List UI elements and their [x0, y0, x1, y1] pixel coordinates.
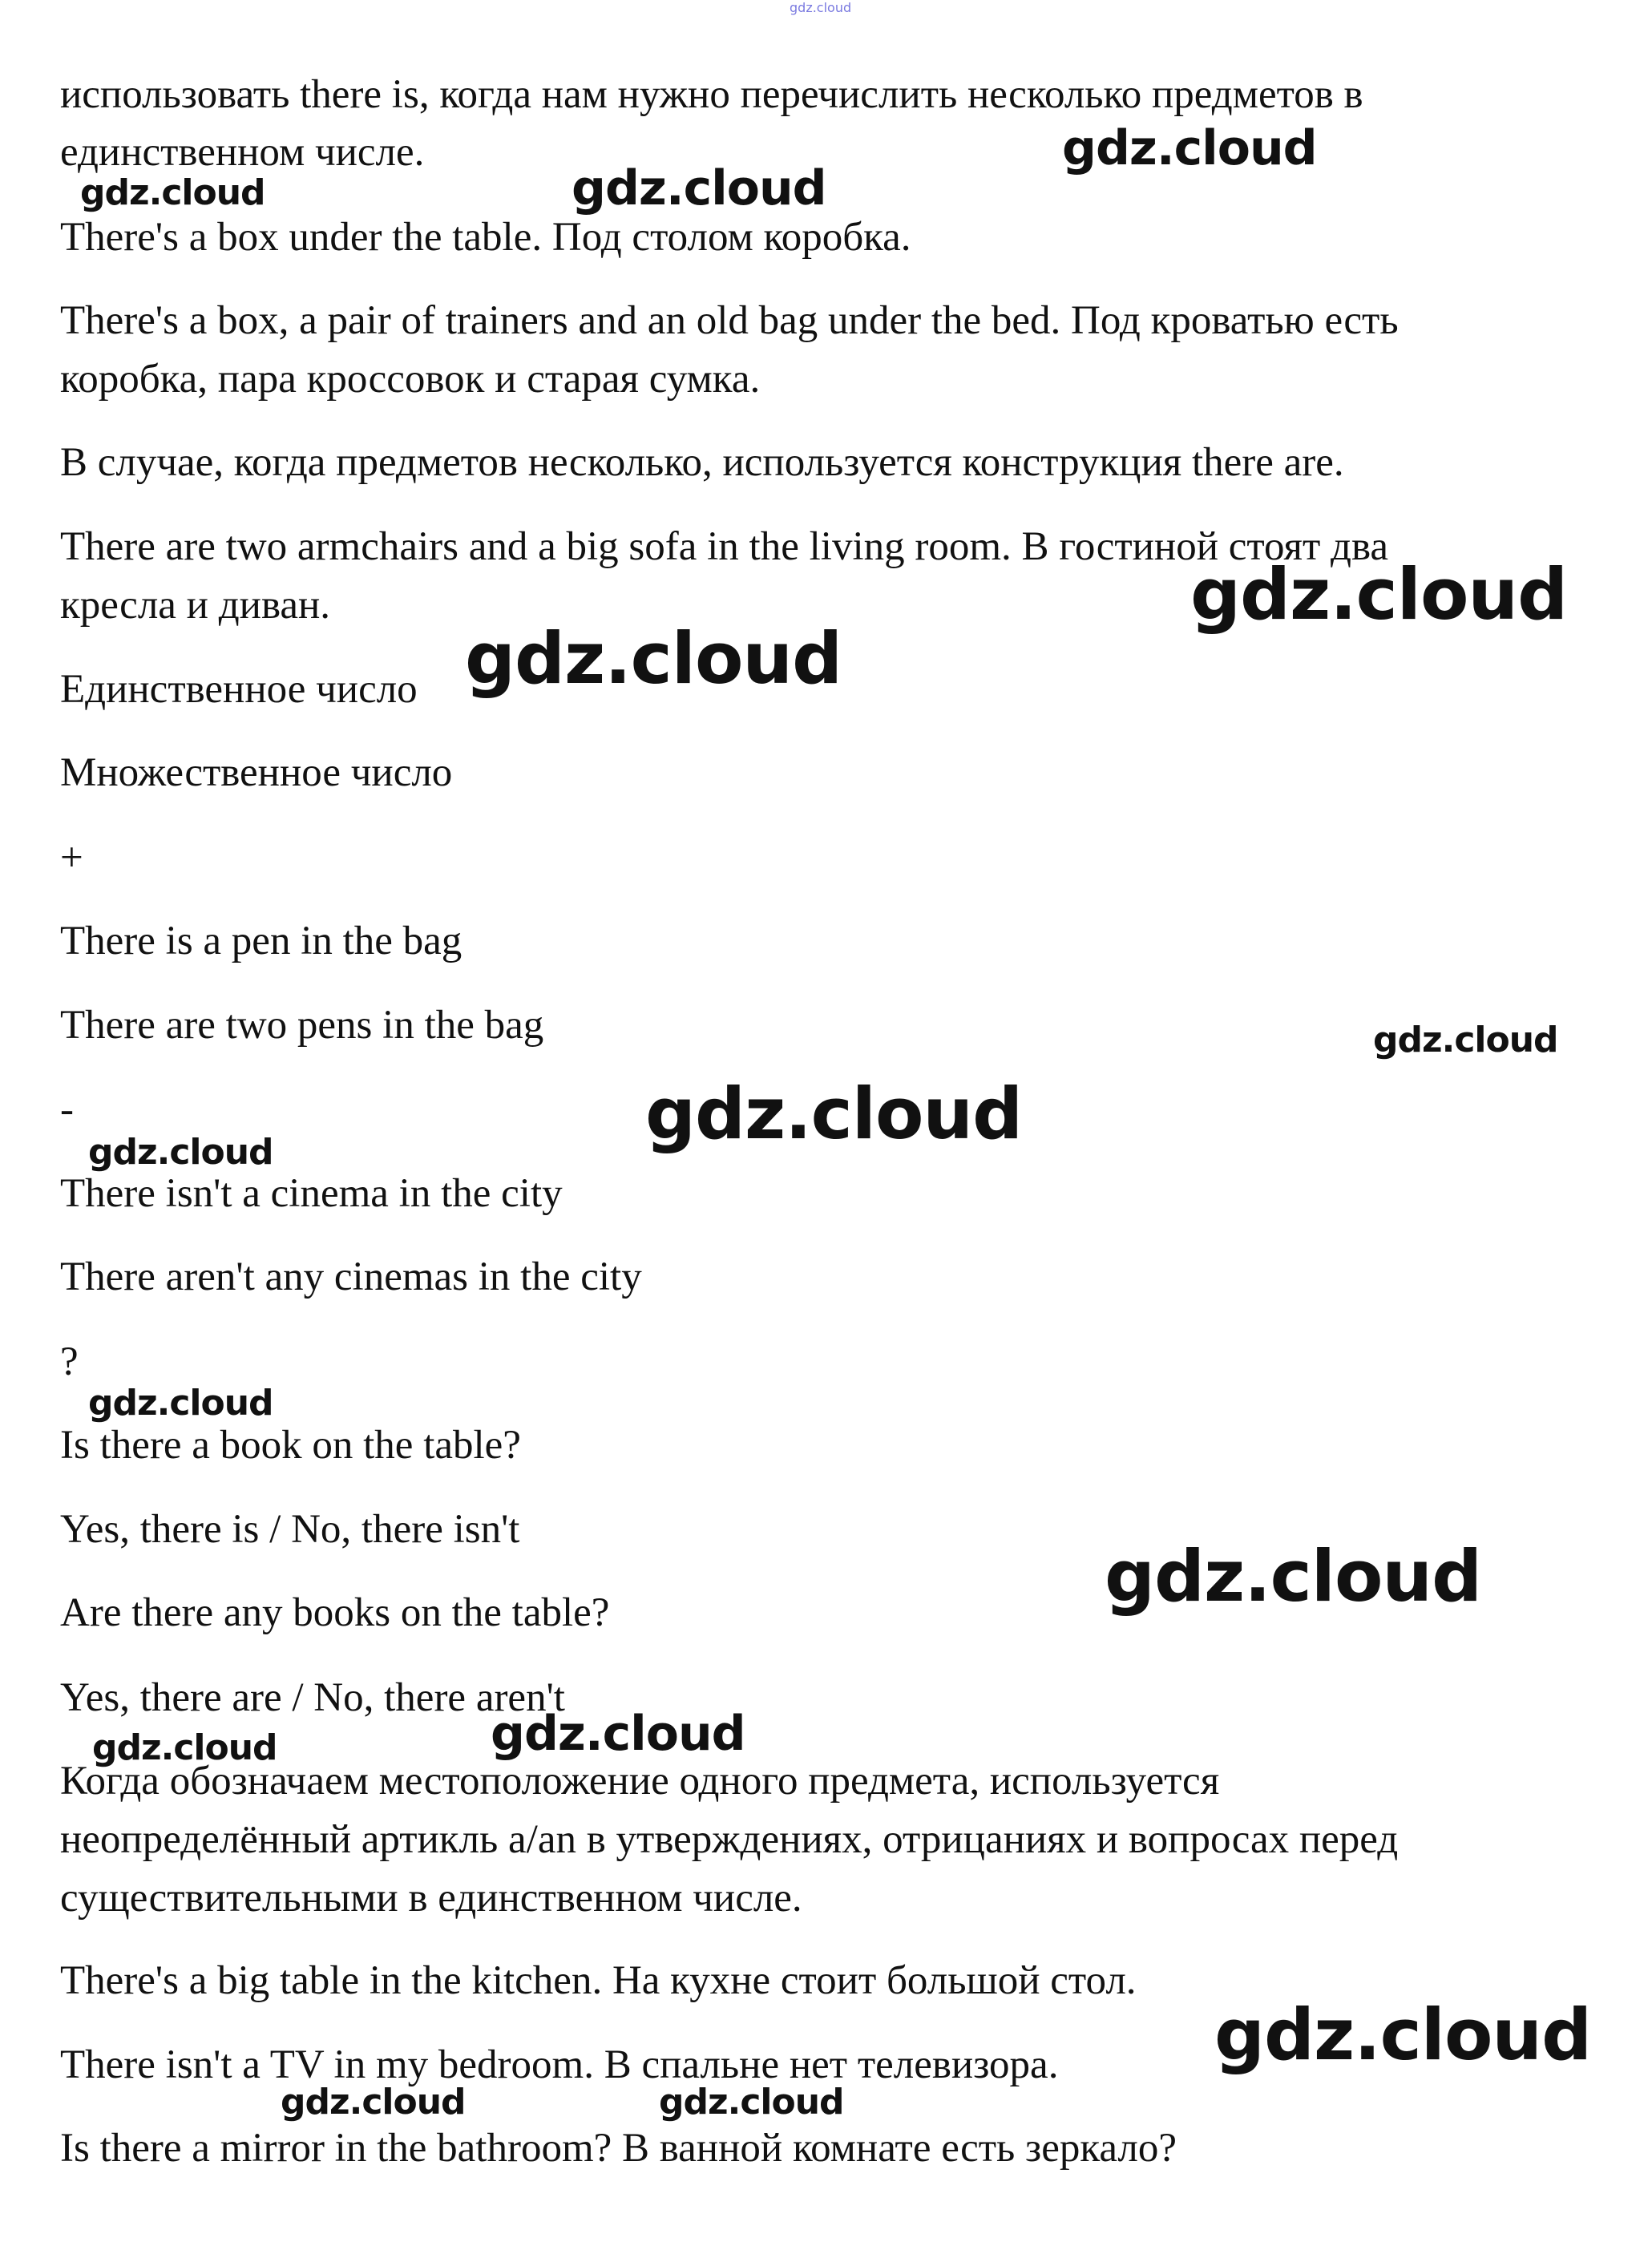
text-line: There's a box, a pair of trainers and an old bag under the bed. Под кроватью есть [60, 298, 1399, 343]
text-line: + [60, 835, 83, 880]
text-line: Единственное число [60, 667, 418, 712]
text-line: ? [60, 1339, 79, 1384]
text-line: единственном числе. [60, 130, 425, 175]
text-line: Yes, there is / No, there isn't [60, 1507, 520, 1552]
text-line: There are two armchairs and a big sofa in the living room. В гостиной стоят два [60, 524, 1389, 569]
watermark: gdz.cloud [88, 1383, 273, 1424]
watermark: gdz.cloud [645, 1072, 1023, 1155]
text-line: неопределённый артикль a/an в утверждениях, отрицаниях и вопросах перед [60, 1817, 1399, 1862]
watermark: gdz.cloud [1190, 553, 1568, 636]
watermark: gdz.cloud [491, 1706, 745, 1762]
text-line: Is there a mirror in the bathroom? В ванной комнате есть зеркало? [60, 2126, 1177, 2171]
text-line: существительными в единственном числе. [60, 1876, 802, 1921]
watermark: gdz.cloud [1105, 1535, 1482, 1618]
watermark: gdz.cloud [465, 617, 842, 700]
watermark: gdz.cloud [1062, 120, 1317, 176]
watermark: gdz.cloud [659, 2082, 844, 2123]
text-line: В случае, когда предметов несколько, используется конструкция there are. [60, 440, 1344, 485]
text-line: There isn't a cinema in the city [60, 1171, 563, 1216]
text-line: кресла и диван. [60, 583, 331, 628]
watermark: gdz.cloud [88, 1132, 273, 1173]
text-line: Множественное число [60, 750, 453, 795]
watermark: gdz.cloud [281, 2082, 466, 2123]
watermark: gdz.cloud [1373, 1020, 1558, 1060]
text-line: коробка, пара кроссовок и старая сумка. [60, 357, 761, 402]
text-line: - [60, 1087, 74, 1132]
watermark: gdz.cloud [572, 160, 826, 216]
text-line: There isn't a TV in my bedroom. В спальне нет телевизора. [60, 2042, 1059, 2087]
text-line: Когда обозначаем местоположение одного предмета, используется [60, 1759, 1220, 1804]
text-line: There aren't any cinemas in the city [60, 1254, 642, 1299]
text-line: There's a box under the table. Под столом коробка. [60, 215, 911, 260]
watermark: gdz.cloud [790, 0, 852, 15]
text-line: There's a big table in the kitchen. На кухне стоит большой стол. [60, 1958, 1137, 2003]
text-line: Yes, there are / No, there aren't [60, 1675, 565, 1720]
watermark: gdz.cloud [1214, 1993, 1592, 2076]
watermark: gdz.cloud [92, 1727, 277, 1768]
text-line: There are two pens in the bag [60, 1003, 544, 1048]
watermark: gdz.cloud [80, 172, 265, 213]
text-line: Are there any books on the table? [60, 1590, 610, 1635]
text-line: использовать there is, когда нам нужно перечислить несколько предметов в [60, 72, 1363, 117]
text-line: There is a pen in the bag [60, 919, 462, 963]
text-line: Is there a book on the table? [60, 1423, 521, 1468]
